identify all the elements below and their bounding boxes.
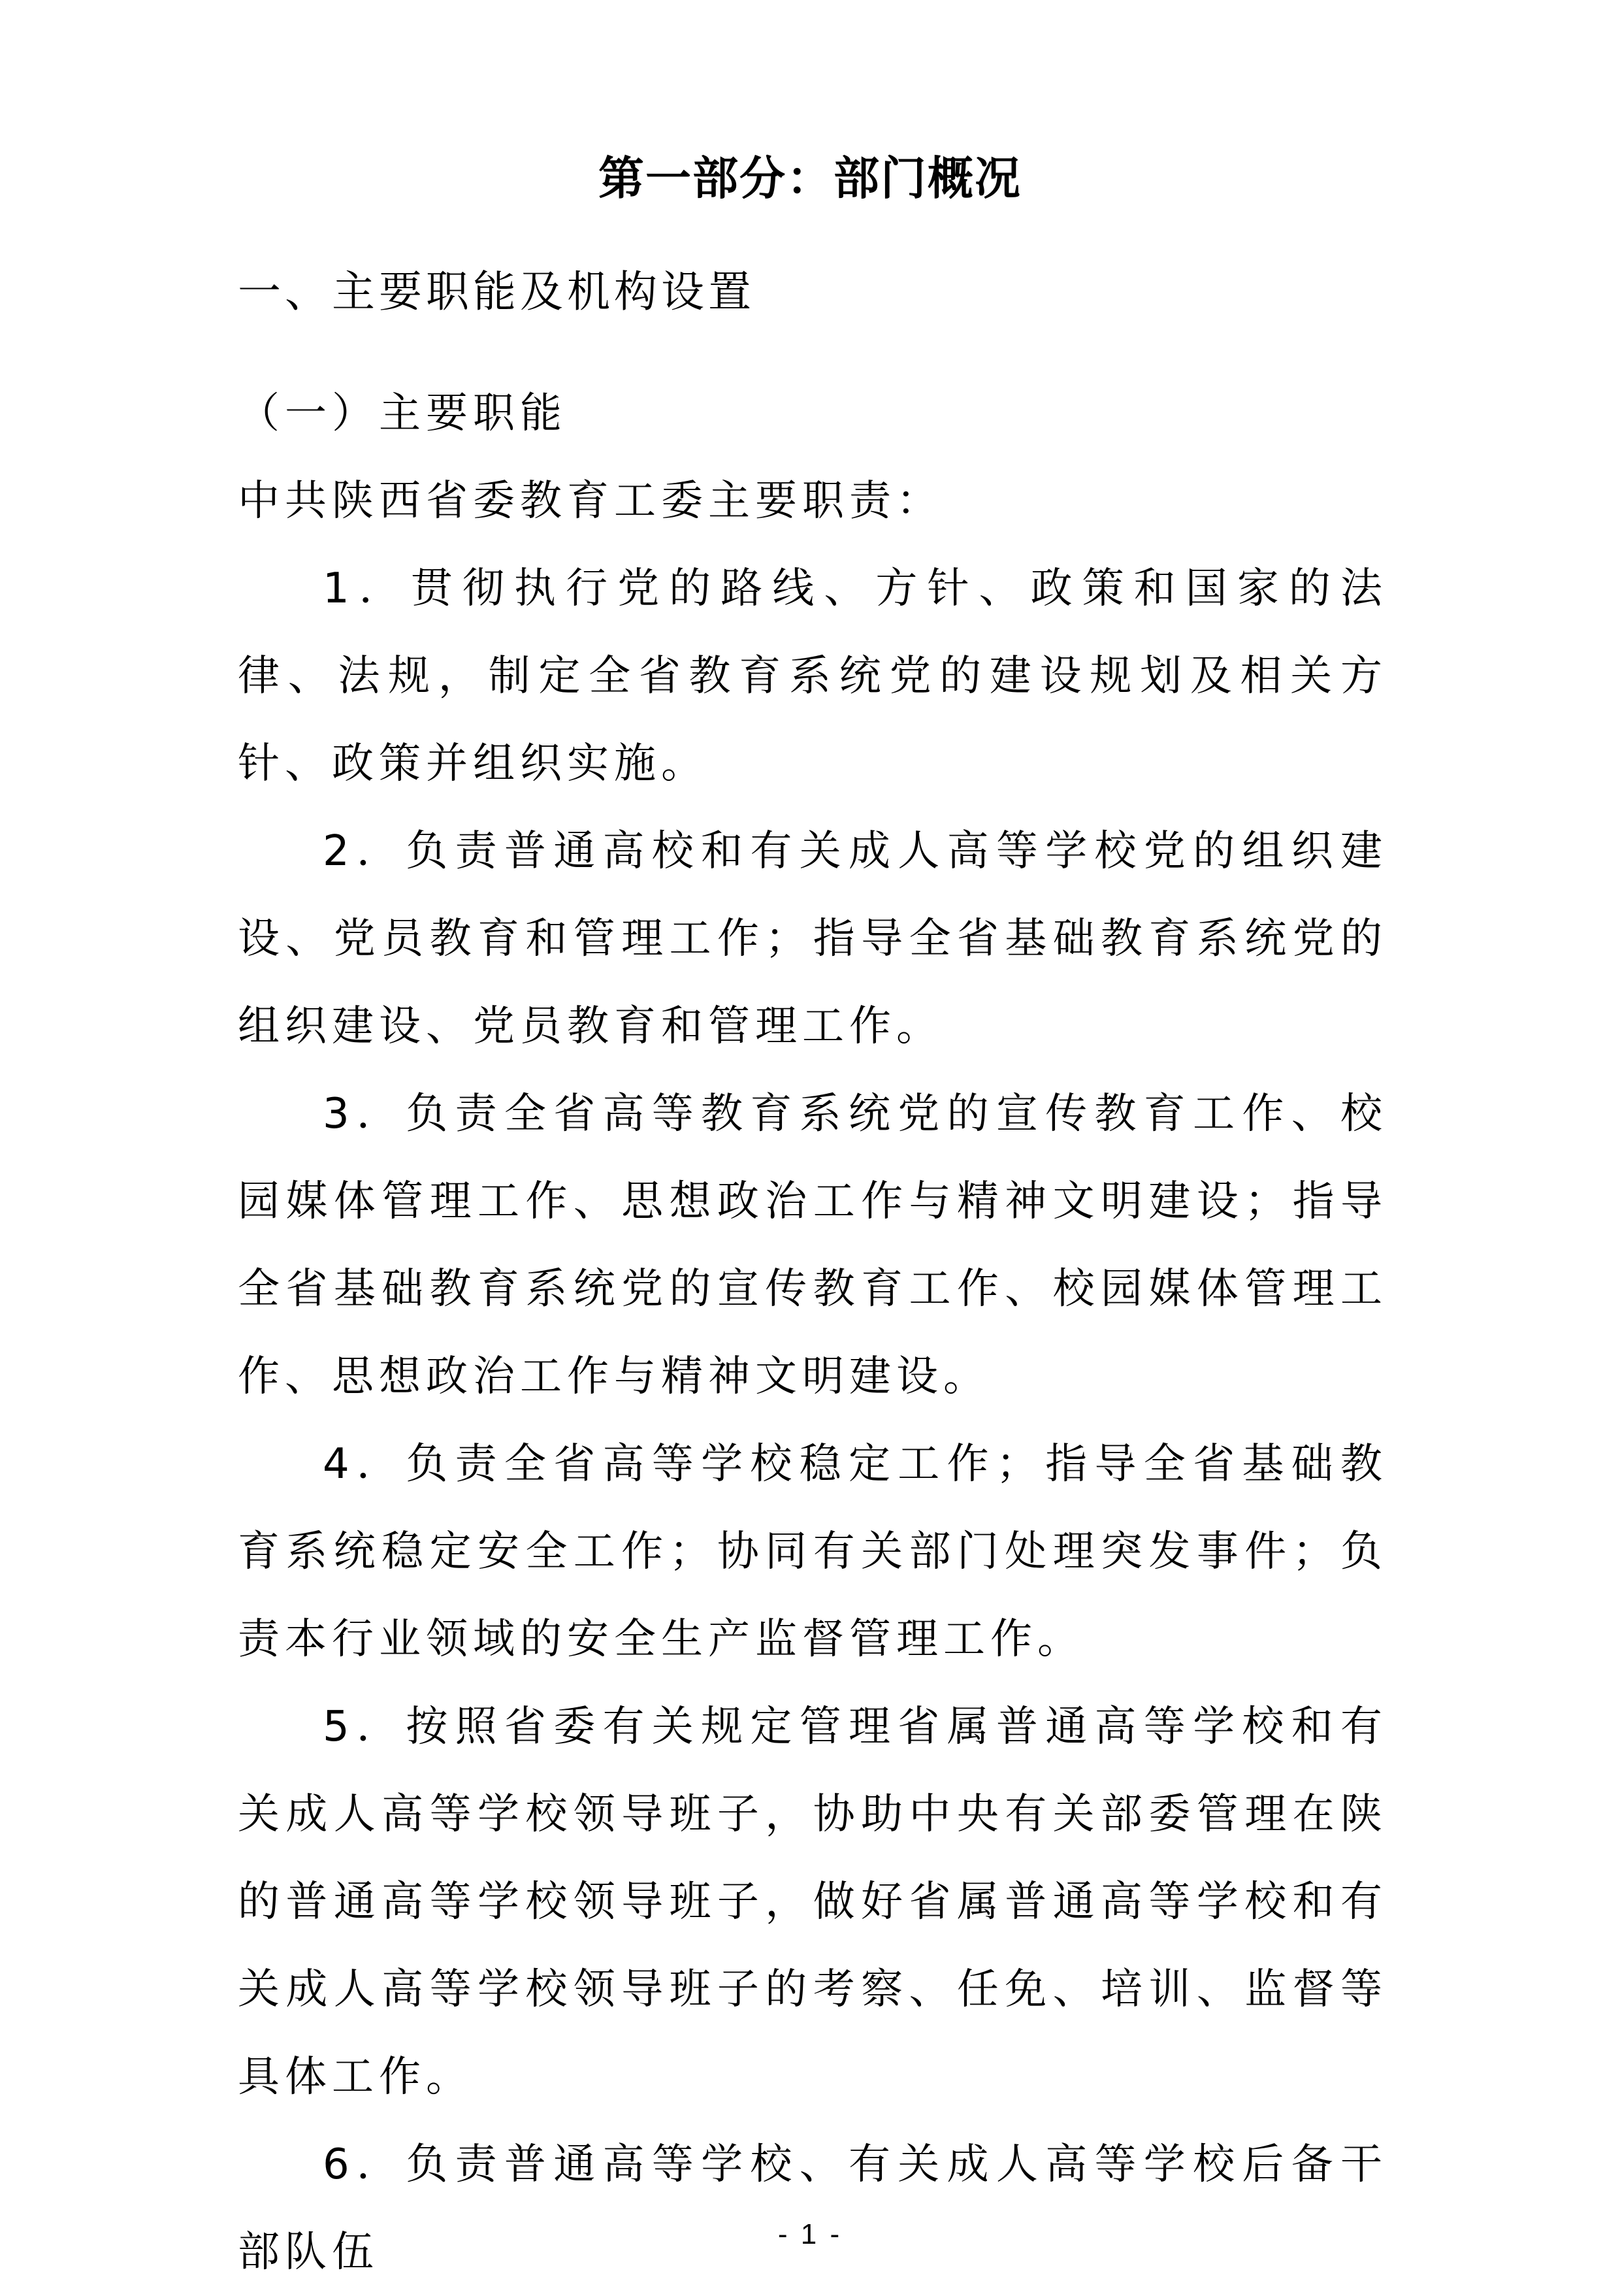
duty-item-6: 6．负责普通高等学校、有关成人高等学校后备干部队伍 [238,2140,1387,2276]
subsection-heading: （一）主要职能 [238,389,567,438]
duties-list [238,545,1387,2296]
duty-item-3: 3．负责全省高等教育系统党的宣传教育工作、校园媒体管理工作、思想政治工作与精神文明建设；指导全省基础教育系统党的宣传教育工作、校园媒体管理工作、思想政治工作与精神文明建设。 [238,1090,1387,1401]
duty-item-1: 1．贯彻执行党的路线、方针、政策和国家的法律、法规，制定全省教育系统党的建设规划及相关方针、政策并组织实施。 [238,565,1387,788]
duty-item-2: 2．负责普通高校和有关成人高等学校党的组织建设、党员教育和管理工作；指导全省基础教育系统党的组织建设、党员教育和管理工作。 [238,827,1387,1051]
duty-item-5: 5．按照省委有关规定管理省属普通高等学校和有关成人高等学校领导班子，协助中央有关部委管理在陕的普通高等学校领导班子，做好省属普通高等学校和有关成人高等学校领导班子的考察、任免、培训、监督等具体工作。 [238,1703,1387,2101]
section-heading: 一、主要职能及机构设置 [238,267,755,317]
page-number: - 1 - [777,2218,843,2250]
page-title: 第一部分：部门概况 [598,152,1022,205]
intro-paragraph: 中共陕西省委教育工委主要职责： [238,477,943,525]
duty-item-4: 4．负责全省高等学校稳定工作；指导全省基础教育系统稳定安全工作；协同有关部门处理突发事件；负责本行业领域的安全生产监督管理工作。 [238,1440,1387,1664]
